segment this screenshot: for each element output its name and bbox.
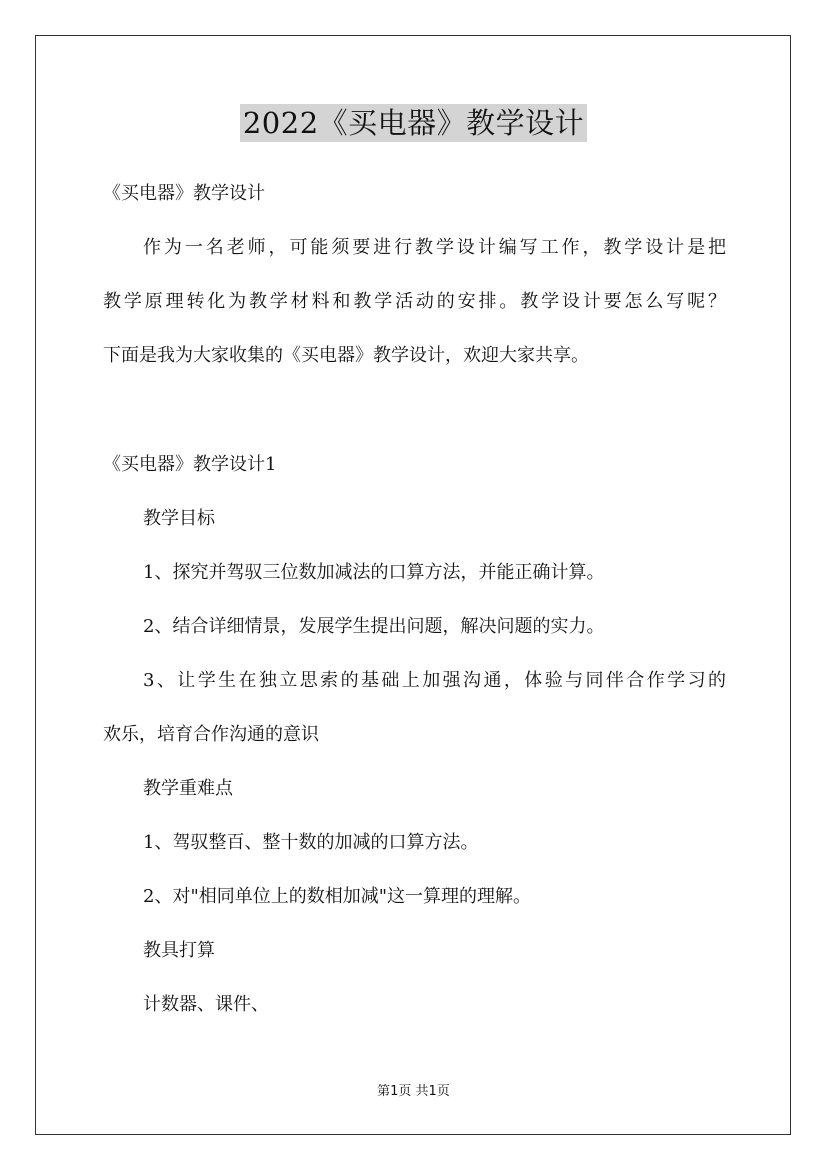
section-heading-1: 《买电器》教学设计1 <box>103 454 277 475</box>
subheading-teaching-goals: 教学目标 <box>143 508 215 529</box>
goal-item-3-line-2: 欢乐，培育合作沟通的意识 <box>103 724 319 745</box>
intro-paragraph-line-2: 教学原理转化为教学材料和教学活动的安排。教学设计要怎么写呢？ <box>103 291 726 312</box>
document-title: 2022《买电器》教学设计 <box>240 104 587 142</box>
intro-paragraph-line-3: 下面是我为大家收集的《买电器》教学设计，欢迎大家共享。 <box>103 345 589 366</box>
goal-item-2: 2、结合详细情景，发展学生提出问题，解决问题的实力。 <box>143 616 605 637</box>
key-point-2: 2、对"相同单位上的数相加减"这一算理的理解。 <box>143 886 532 907</box>
title-container <box>0 104 827 142</box>
subheading-teaching-aids: 教具打算 <box>143 940 215 961</box>
intro-paragraph-line-1: 作为一名老师，可能须要进行教学设计编写工作，教学设计是把 <box>143 237 726 258</box>
page-footer: 第1页 共1页 <box>377 1084 450 1099</box>
key-point-1: 1、驾驭整百、整十数的加减的口算方法。 <box>143 832 479 853</box>
goal-item-1: 1、探究并驾驭三位数加减法的口算方法，并能正确计算。 <box>143 562 605 583</box>
doc-heading: 《买电器》教学设计 <box>103 183 265 204</box>
subheading-key-points: 教学重难点 <box>143 778 233 799</box>
goal-item-3-line-1: 3、让学生在独立思索的基础上加强沟通，体验与同伴合作学习的 <box>143 670 726 691</box>
teaching-aids-list: 计数器、课件、 <box>143 994 269 1015</box>
